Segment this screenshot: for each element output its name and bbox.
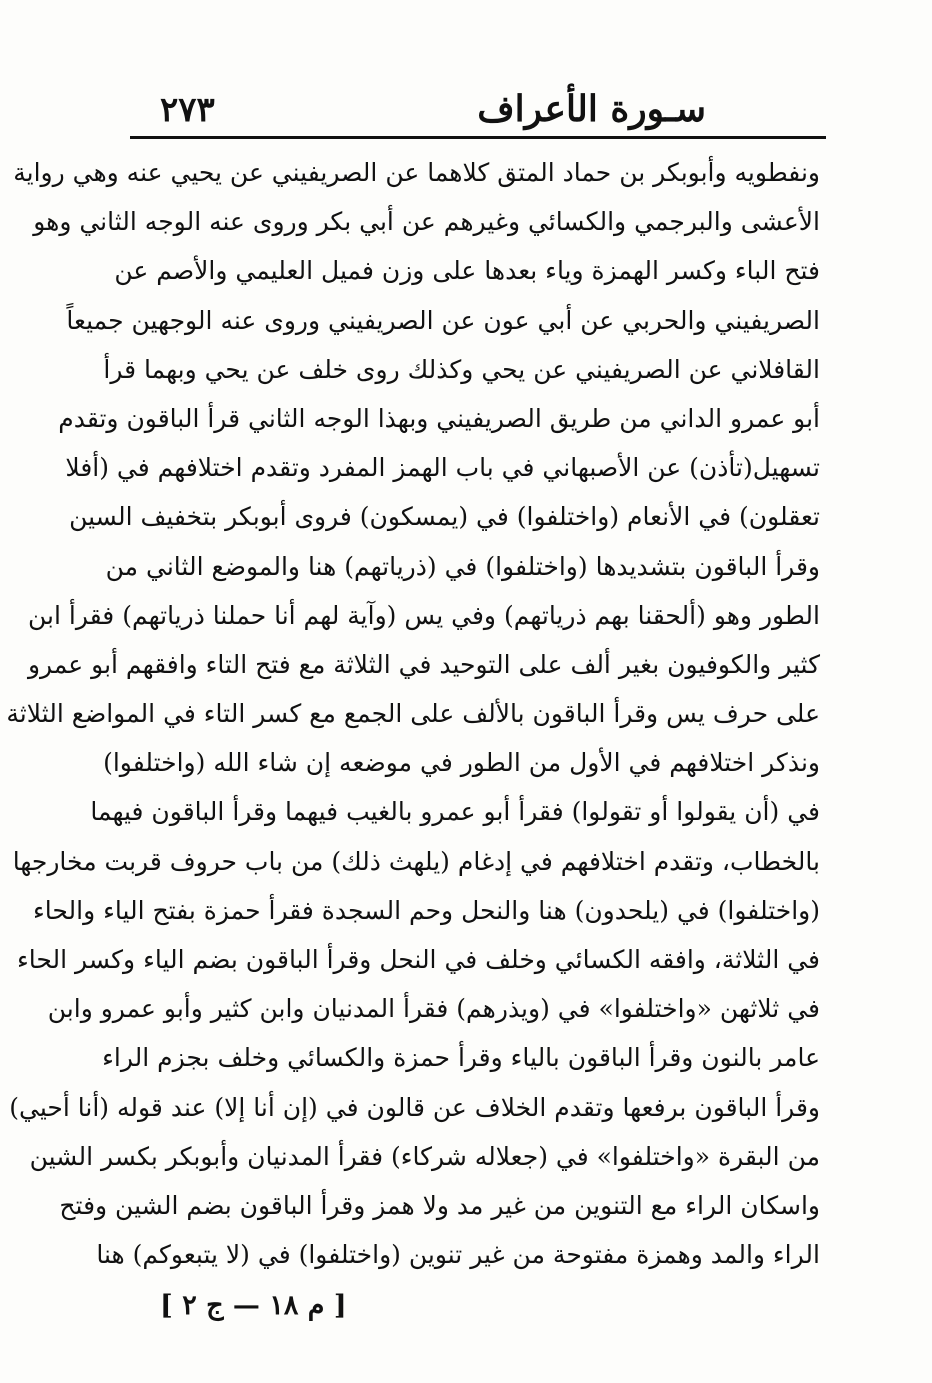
text-line: وقرأ الباقون برفعها وتقدم الخلاف عن قالون في (إن أنا إلا) عند قوله (أنا أحيي) — [9, 1092, 820, 1122]
text-line: ونذكر اختلافهم في الأول من الطور في موضعه إن شاء الله (واختلفوا) — [103, 748, 820, 778]
text-line: على حرف يس وقرأ الباقون بالألف على الجمع مع كسر التاء في المواضع الثلاثة — [6, 699, 820, 729]
printer-signature: [ م ١٨ — ج ٢ ] — [160, 1290, 347, 1321]
text-line: (واختلفوا) في (يلحدون) هنا والنحل وحم السجدة فقرأ حمزة بفتح الياء والحاء — [33, 895, 820, 925]
text-line: الطور وهو (ألحقنا بهم ذرياتهم) وفي يس (وآية لهم أنا حملنا ذرياتهم) فقرأ ابن — [28, 600, 820, 630]
text-line: تعقلون) في الأنعام (واختلفوا) في (يمسكون) فروى أبوبكر بتخفيف السين — [69, 502, 820, 532]
body-text — [6, 148, 820, 1279]
text-line: الصريفيني والحربي عن أبي عون عن الصريفيني وروى عنه الوجهين جميعاً — [66, 305, 820, 335]
text-line: الأعشى والبرجمي والكسائي وغيرهم عن أبي بكر وروى عنه الوجه الثاني وهو — [33, 207, 820, 237]
page-number: ٢٧٣ — [160, 90, 215, 130]
text-line: الراء والمد وهمزة مفتوحة من غير تنوين (واختلفوا) في (لا يتبعوكم) هنا — [96, 1240, 820, 1270]
text-line: عامر بالنون وقرأ الباقون بالياء وقرأ حمزة والكسائي وخلف بجزم الراء — [102, 1043, 820, 1073]
text-line: من البقرة «واختلفوا» في (جعلاله شركاء) فقرأ المدنيان وأبوبكر بكسر الشين — [29, 1141, 820, 1171]
surah-title: سـورة الأعراف — [477, 88, 706, 130]
text-line: واسكان الراء مع التنوين من غير مد ولا همز وقرأ الباقون بضم الشين وفتح — [59, 1190, 820, 1220]
text-line: أبو عمرو الداني من طريق الصريفيني وبهذا الوجه الثاني قرأ الباقون وتقدم — [58, 403, 820, 433]
text-line: بالخطاب، وتقدم اختلافهم في إدغام (يلهث ذلك) من باب حروف قربت مخارجها — [12, 846, 820, 876]
text-line: في الثلاثة، وافقه الكسائي وخلف في النحل وقرأ الباقون بضم الياء وكسر الحاء — [17, 945, 820, 974]
text-line: كثير والكوفيون بغير ألف على التوحيد في الثلاثة مع فتح التاء وافقهم أبو عمرو — [27, 649, 820, 679]
text-line: في ثلاثهن «واختلفوا» في (ويذرهم) فقرأ المدنيان وابن كثير وأبو عمرو وابن — [47, 994, 820, 1024]
page-header — [130, 82, 826, 136]
text-line: وقرأ الباقون بتشديدها (واختلفوا) في (ذرياتهم) هنا والموضع الثاني من — [105, 551, 820, 581]
text-line: القافلاني عن الصريفيني عن يحي وكذلك روى خلف عن يحي وبهما قرأ — [103, 354, 820, 384]
header-rule — [130, 136, 826, 139]
text-line: في (أن يقولوا أو تقولوا) فقرأ أبو عمرو بالغيب فيهما وقرأ الباقون فيهما — [90, 797, 820, 827]
text-line: ونفطويه وأبوبكر بن حماد المتق كلاهما عن الصريفيني عن يحيي عنه وهي رواية — [13, 158, 820, 187]
text-line: تسهيل(تأذن) عن الأصبهاني في باب الهمز المفرد وتقدم اختلافهم في (أفلا — [65, 453, 820, 483]
text-line: فتح الباء وكسر الهمزة وياء بعدها على وزن فميل العليمي والأصم عن — [114, 256, 820, 286]
